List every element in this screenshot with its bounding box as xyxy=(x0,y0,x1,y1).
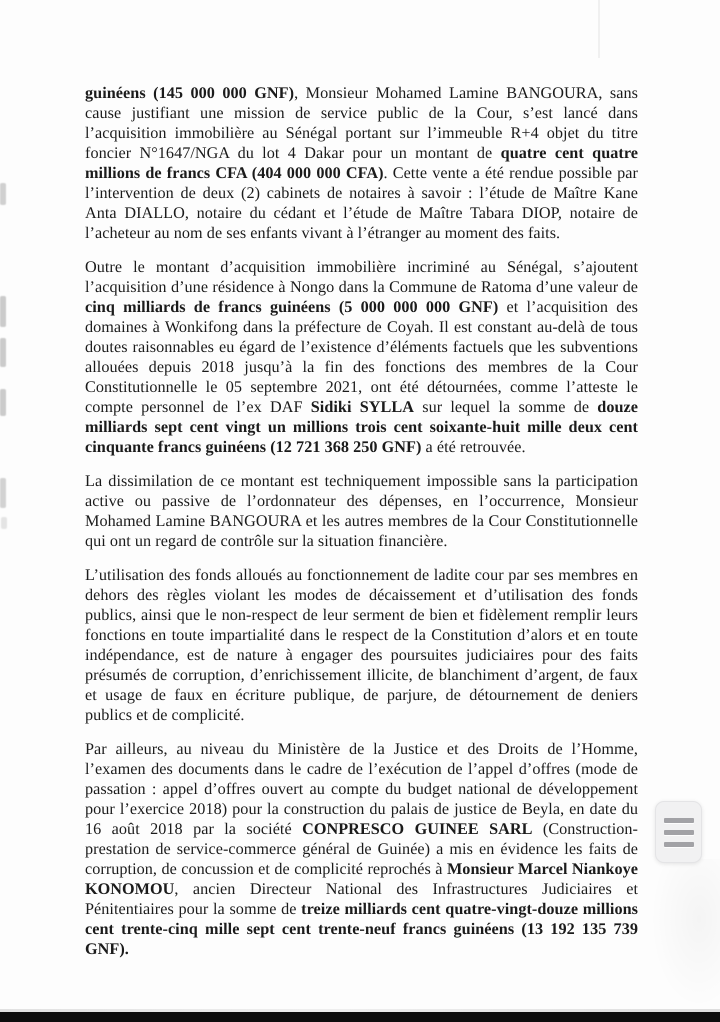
page-edge-shade xyxy=(650,859,720,1009)
menu-button[interactable] xyxy=(655,801,702,863)
scan-artifact xyxy=(0,296,6,327)
paragraph-1: guinéens (145 000 000 GNF), Monsieur Mohamed Lamine BANGOURA, sans cause justifiant une mission de service public de la Cour, s’est lancé dans l’acquisition immobilière au Sénégal portant sur l’immeuble R+4 objet du titre foncier N°1647/NGA du lot 4 Dakar pour un montant de quatre cent quatre millions de francs CFA (404 000 000 CFA). Cette vente a été rendue possible par l’intervention de deux (2) cabinets de notaires à savoir : l’étude de Maître Kane Anta DIALLO, notaire du cédant et l’étude de Maître Tabara DIOP, notaire de l’acheteur au nom de ses enfants vivant à l’étranger au moment des faits. xyxy=(85,84,639,242)
scan-artifact xyxy=(0,338,6,367)
hamburger-icon xyxy=(664,818,694,847)
scan-artifact xyxy=(0,478,6,508)
paragraph-2: Outre le montant d’acquisition immobilière incriminé au Sénégal, s’ajoutent l’acquisition d’une résidence à Nongo dans la Commune de Ratoma d’une valeur de cinq milliards de francs guinéens (5 000 000 000 GNF) et l’acquisition des domaines à Wonkifong dans la préfecture de Coyah. Il est constant au-delà de tous doutes raisonnables eu égard de l’existence d’éléments factuels que les subventions allouées depuis 2018 jusqu’à la fin des fonctions des membres de la Cour Constitutionnelle le 05 septembre 2021, ont été détournées, comme l’atteste le compte personnel de l’ex DAF Sidiki SYLLA sur lequel la somme de douze milliards sept cent vingt un millions trois cent soixante-huit mille deux cent cinquante francs guinéens (12 721 368 250 GNF) a été retrouvée. xyxy=(85,258,639,456)
paragraph-4: L’utilisation des fonds alloués au fonctionnement de ladite cour par ses membres en dehors des règles violant les modes de décaissement et d’utilisation des fonds publics, ainsi que le non-respect de leur serment de bien et fidèlement remplir leurs fonctions en toute impartialité dans le respect de la Constitution d’alors et en toute indépendance, est de nature à engager des poursuites judiciaires pour des faits présumés de corruption, d’enrichissement illicite, de blanchiment d’argent, de faux et usage de faux en écriture publique, de parjure, de détournement de deniers publics et de complicité. xyxy=(85,566,638,724)
bottom-bar xyxy=(0,1012,720,1022)
paragraph-5: Par ailleurs, au niveau du Ministère de la Justice et des Droits de l’Homme, l’examen des documents dans le cadre de l’exécution de l’appel d’offres (mode de passation : appel d’offres ouvert au compte du budget national de développement pour l’exercice 2018) pour la construction du palais de justice de Beyla, en date du 16 août 2018 par la société CONPRESCO GUINEE SARL (Construction-prestation de service-commerce général de Guinée) a mis en évidence les faits de corruption, de concussion et de complicité reprochés à Monsieur Marcel Niankoye KONOMOU, ancien Directeur National des Infrastructures Judiciaires et Pénitentiaires pour la somme de treize milliards cent quatre-vingt-douze millions cent trente-cinq mille sept cent trente-neuf francs guinéens (13 192 135 739 GNF). xyxy=(85,740,638,958)
scan-fold-line xyxy=(598,0,600,58)
document-text xyxy=(85,83,638,959)
scan-artifact xyxy=(1,517,7,529)
scan-artifact xyxy=(0,389,6,416)
scan-artifact xyxy=(0,183,6,205)
paragraph-3: La dissimilation de ce montant est techniquement impossible sans la participation active ou passive de l’ordonnateur des dépenses, en l’occurrence, Monsieur Mohamed Lamine BANGOURA et les autres membres de la Cour Constitutionnelle qui ont un regard de contrôle sur la situation financière. xyxy=(85,472,638,550)
